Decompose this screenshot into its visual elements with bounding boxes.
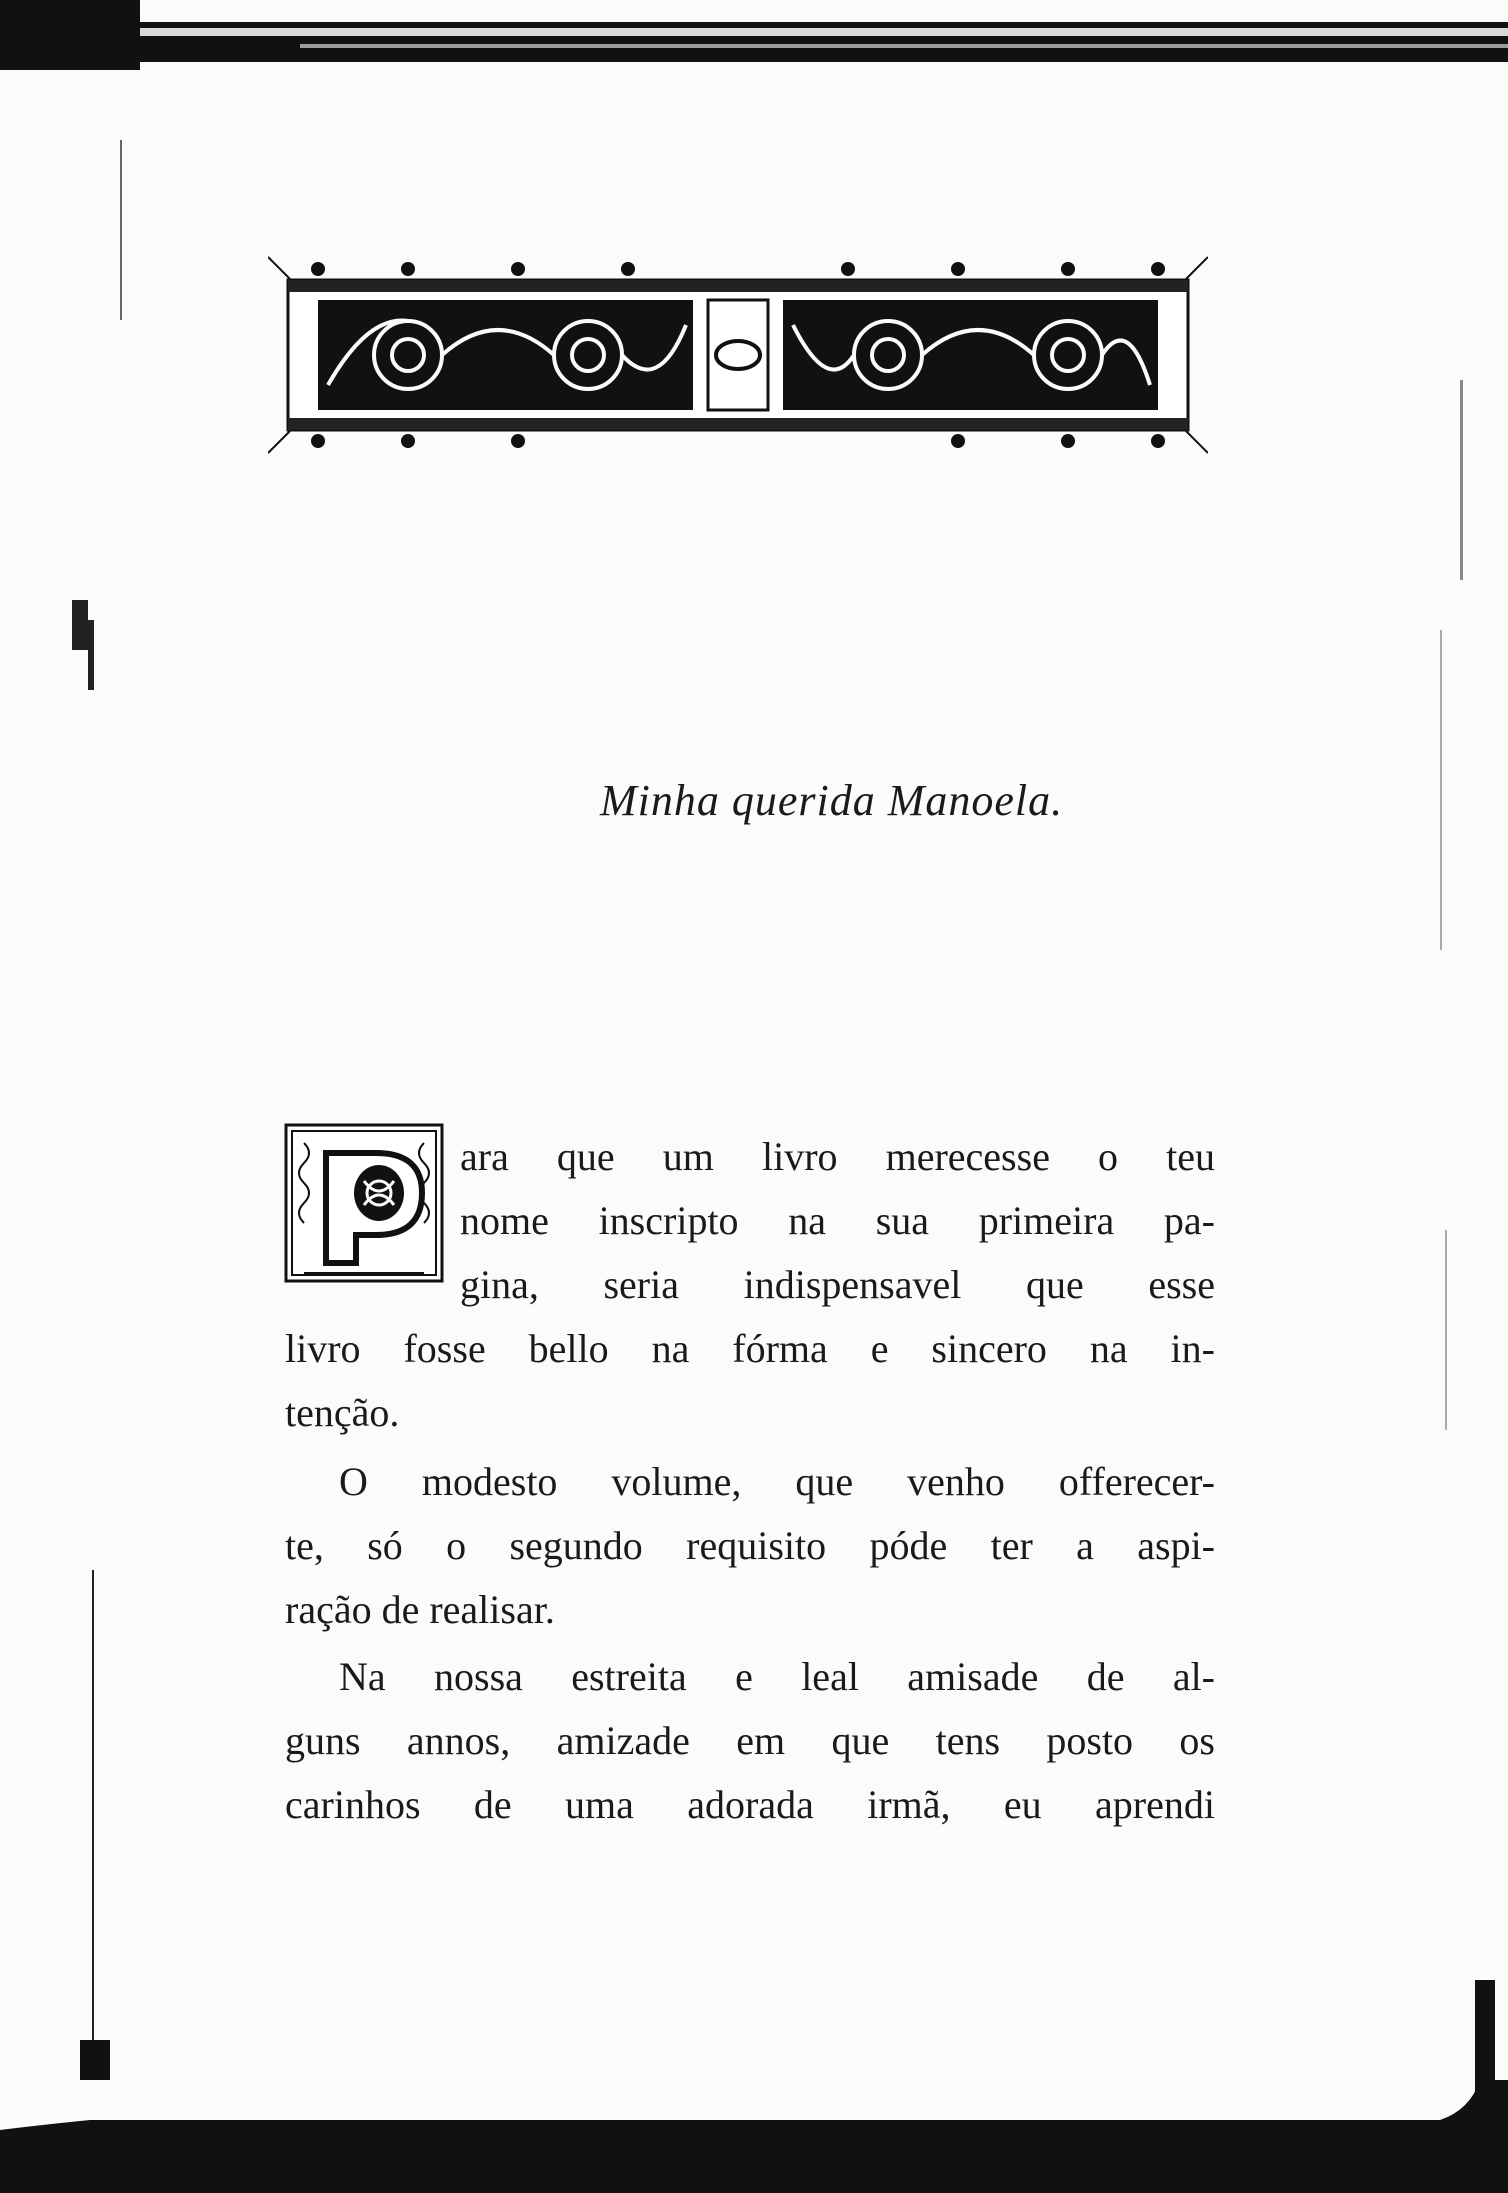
text-line: te, só o segundo requisito póde ter a aspi-	[285, 1523, 1215, 1568]
scan-top-edge	[0, 0, 1508, 70]
text-line: guns annos, amizade em que tens posto os	[285, 1718, 1215, 1763]
text-line: nome inscripto na sua primeira pa-	[460, 1198, 1215, 1243]
text-line: ara que um livro merecesse o teu	[460, 1134, 1215, 1179]
scan-bottom-edge	[0, 2080, 1508, 2193]
text-line: ração de realisar.	[285, 1587, 555, 1632]
text-line: livro fosse bello na fórma e sincero na in-	[285, 1326, 1215, 1371]
text-line: Na nossa estreita e leal amisade de al-	[339, 1654, 1215, 1699]
text-line: tenção.	[285, 1390, 400, 1435]
paragraph-2	[285, 1450, 1215, 1642]
paragraph-3	[285, 1645, 1215, 1837]
scan-right-edge	[1420, 380, 1508, 2160]
paragraph-1	[285, 1125, 1215, 1445]
scan-left-edge	[70, 120, 130, 2100]
text-line: O modesto volume, que venho offerecer-	[339, 1459, 1215, 1504]
ornamental-headpiece	[268, 255, 1208, 455]
text-line: gina, seria indispensavel que esse	[460, 1262, 1215, 1307]
text-line: carinhos de uma adorada irmã, eu aprendi	[285, 1782, 1215, 1827]
salutation: Minha querida Manoela.	[600, 776, 1064, 825]
